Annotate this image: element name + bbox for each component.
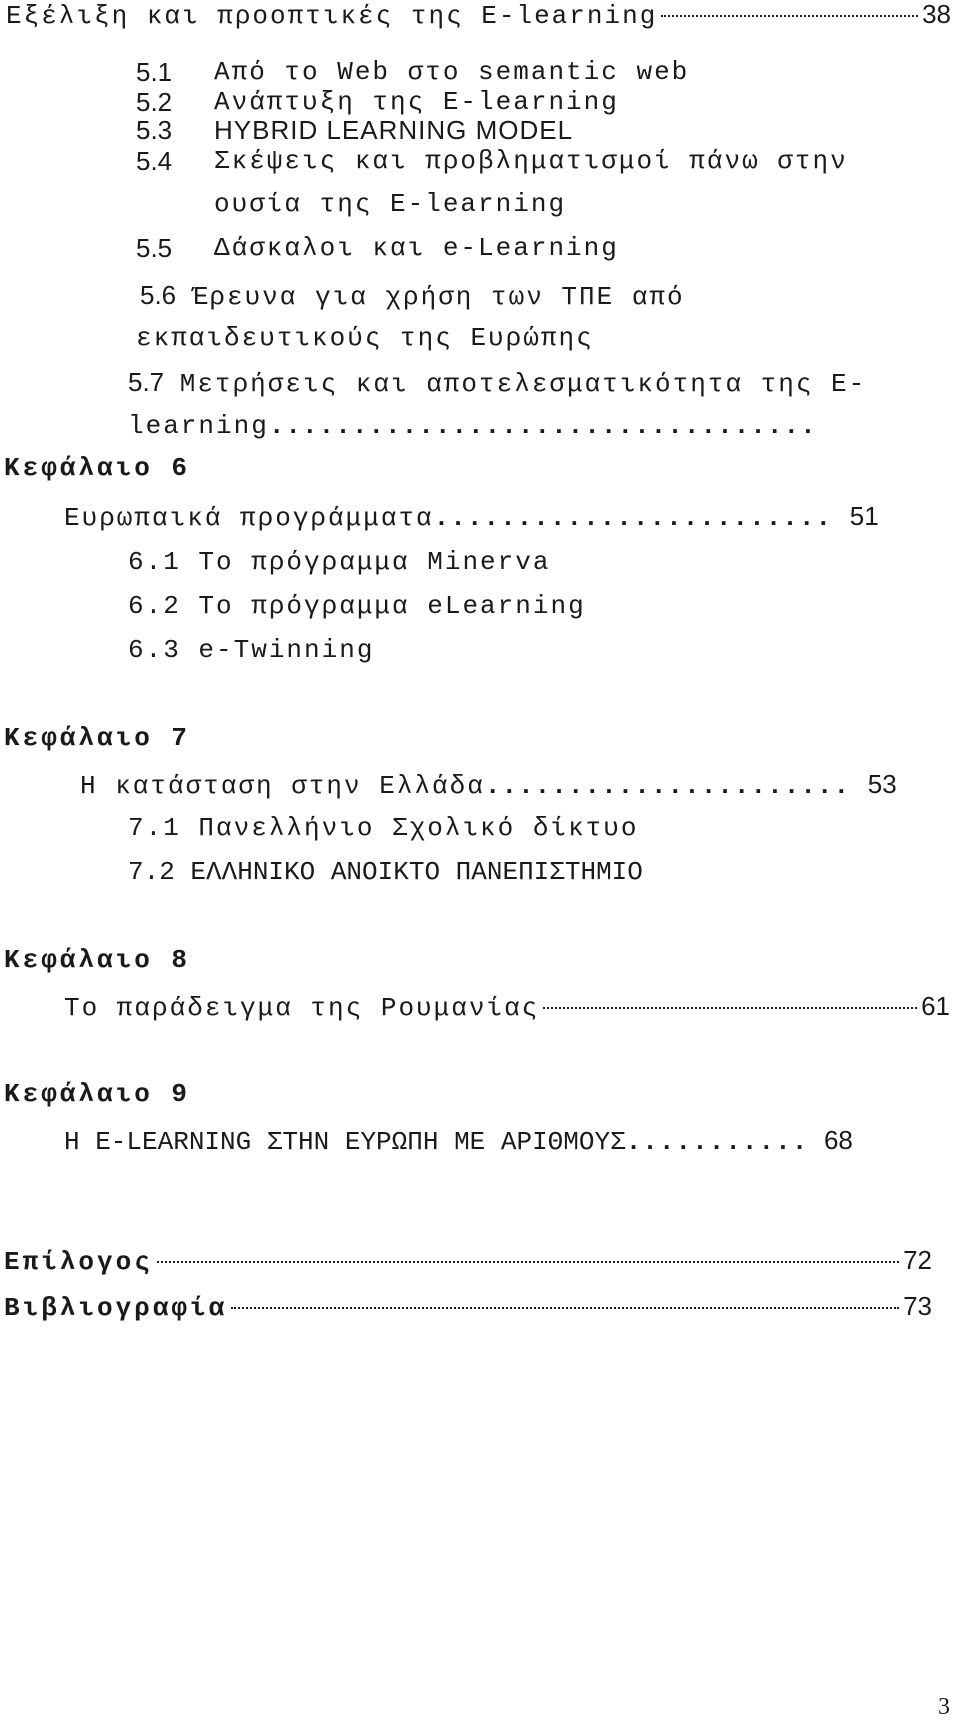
chapter-label-8: Κεφάλαιο 8 <box>4 945 191 975</box>
toc-subentry-6-3: 6.3 e-Twinning <box>128 635 375 665</box>
toc-entry-bibliography <box>4 1290 932 1324</box>
chapter-label-6: Κεφάλαιο 6 <box>4 453 191 483</box>
toc-entry-ch5 <box>6 0 951 32</box>
toc-entry-page: 73 <box>903 1291 932 1321</box>
toc-subentry-5-4 <box>136 145 172 179</box>
chapter-label-9: Κεφάλαιο 9 <box>4 1079 191 1109</box>
toc-subentry-5-4-title: Σκέψεις και προβληματισμοί πάνω στην <box>214 146 848 176</box>
toc-subentry-5-2-title: Ανάπτυξη της E-learning <box>214 87 619 117</box>
toc-entry-page: 61 <box>921 991 950 1021</box>
toc-subentry-5-5 <box>136 232 172 266</box>
toc-entry-ch7 <box>80 768 897 802</box>
toc-entry-ch8 <box>64 990 950 1024</box>
chapter-label-7: Κεφάλαιο 7 <box>4 723 191 753</box>
toc-subentry-5-5-title: Δάσκαλοι και e-Learning <box>214 233 619 263</box>
leader-dots <box>661 15 918 17</box>
toc-entry-page: 72 <box>903 1245 932 1275</box>
toc-entry-title: Επίλογος <box>4 1247 153 1277</box>
toc-subentry-5-3 <box>136 114 172 148</box>
section-number: 5.7 <box>128 367 165 397</box>
leader-dots: ................................. <box>268 411 817 441</box>
leader-dots <box>231 1307 899 1309</box>
toc-entry-title: Ευρωπαικά προγράμματα <box>64 503 434 533</box>
leader-dots: ........................ <box>433 503 833 533</box>
leader-dots <box>543 1007 917 1009</box>
toc-subentry-5-3-title: HYBRID LEARNING MODEL <box>214 115 574 145</box>
toc-entry-epilogue <box>4 1244 932 1278</box>
toc-entry-page: 53 <box>867 769 897 799</box>
toc-subentry-6-1: 6.1 Το πρόγραμμα Minerva <box>128 547 551 577</box>
toc-entry-title: Βιβλιογραφία <box>4 1293 228 1323</box>
toc-subentry-5-6-title: Έρευνα για χρήση των ΤΠΕ από <box>191 282 685 312</box>
toc-entry-page: 68 <box>823 1125 853 1155</box>
section-number: 5.6 <box>140 280 177 310</box>
toc-entry-title: Η E-LEARNING ΣΤΗΝ ΕΥΡΩΠΗ ΜΕ ΑΡΙΘΜΟΥΣ <box>64 1127 626 1157</box>
toc-subentry-5-7 <box>128 366 866 400</box>
toc-entry-ch6 <box>64 500 879 534</box>
toc-subentry-5-6 <box>140 279 685 313</box>
toc-subentry-7-1: 7.1 Πανελλήνιο Σχολικό δίκτυο <box>128 813 639 843</box>
toc-subentry-5-7-cont-text: learning <box>128 411 269 441</box>
toc-entry-page: 51 <box>849 501 879 531</box>
toc-subentry-7-2: 7.2 ΕΛΛΗΝΙΚΟ ΑΝΟΙΚΤΟ ΠΑΝΕΠΙΣΤΗΜΙΟ <box>128 857 643 887</box>
toc-entry-title: Εξέλιξη και προοπτικές της E-learning <box>6 1 658 31</box>
toc-subentry-5-7-title: Μετρήσεις και αποτελεσματικότητα της E- <box>179 369 867 399</box>
section-number: 5.1 <box>136 57 173 87</box>
leader-dots: ........... <box>625 1127 809 1157</box>
page-number: 3 <box>938 1694 950 1720</box>
toc-subentry-5-4-title-cont: ουσία της E-learning <box>214 189 567 219</box>
toc-subentry-6-2: 6.2 Το πρόγραμμα eLearning <box>128 591 586 621</box>
toc-entry-title: Το παράδειγμα της Ρουμανίας <box>64 993 540 1023</box>
toc-entry-page: 38 <box>922 0 951 29</box>
toc-subentry-5-1 <box>136 56 172 90</box>
toc-entry-title: Η κατάσταση στην Ελλάδα <box>80 771 485 801</box>
toc-entry-ch9 <box>64 1124 853 1158</box>
section-number: 5.5 <box>136 233 173 263</box>
leader-dots <box>157 1261 899 1263</box>
leader-dots: ...................... <box>484 771 851 801</box>
section-number: 5.4 <box>136 146 173 176</box>
toc-subentry-5-7-title-cont <box>128 410 817 442</box>
toc-subentry-5-6-title-cont: εκπαιδευτικούς της Ευρώπης <box>136 323 594 353</box>
section-number: 5.3 <box>136 115 173 145</box>
section-number: 5.2 <box>136 87 173 117</box>
toc-subentry-5-1-title: Από το Web στο semantic web <box>214 57 690 87</box>
